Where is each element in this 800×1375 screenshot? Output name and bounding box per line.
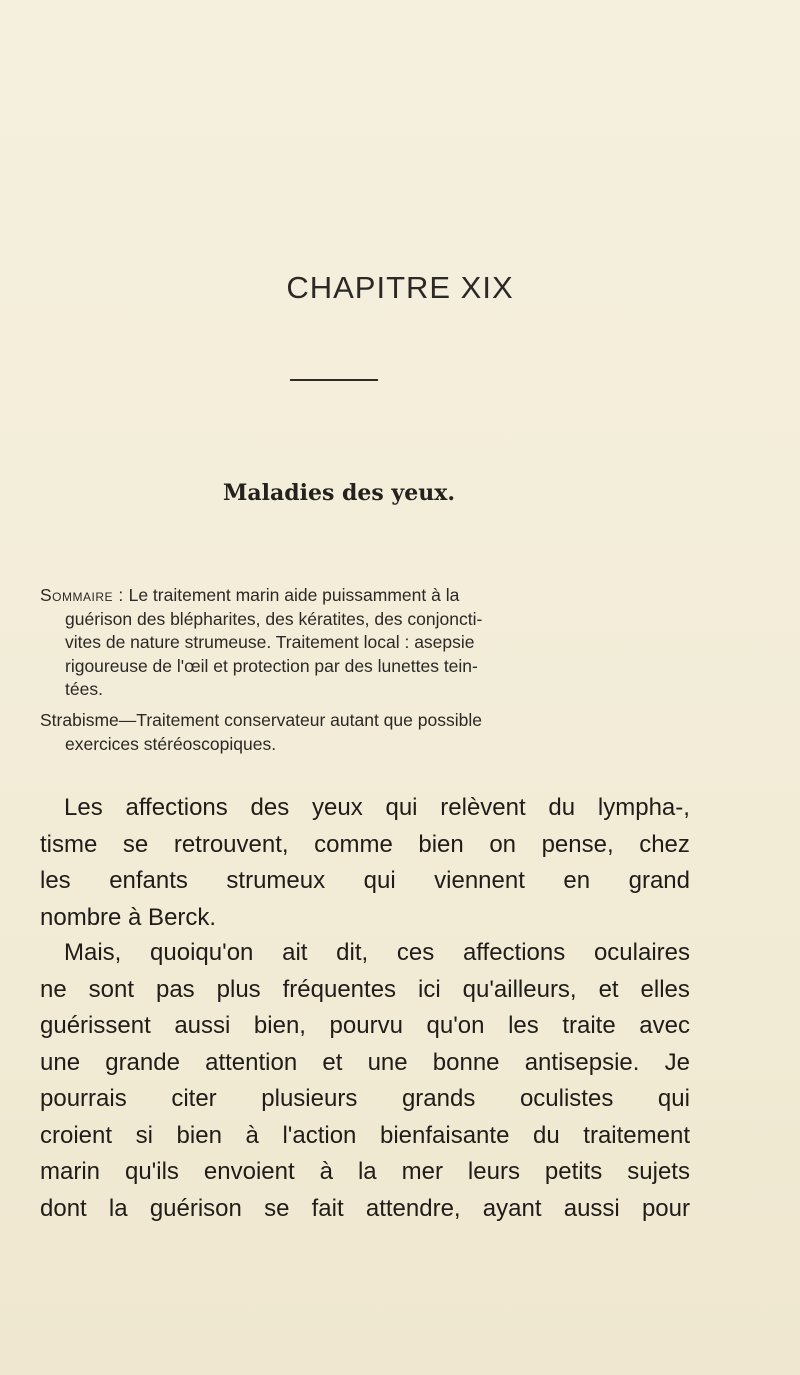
body-word: se	[122, 830, 149, 858]
body-line	[40, 790, 690, 827]
body-word: traite	[562, 1012, 616, 1039]
summary-paragraph-2	[40, 709, 680, 756]
body-word: croient	[40, 1121, 113, 1149]
body-word: à	[319, 1158, 333, 1185]
body-word: qu'ils	[124, 1158, 179, 1185]
body-word: qui	[657, 1085, 690, 1112]
body-word: se	[264, 1194, 290, 1222]
body-word: bienfaisante	[379, 1121, 510, 1149]
body-word: chez	[639, 830, 690, 858]
body-word: une	[40, 1048, 81, 1076]
body-word: mer	[401, 1158, 443, 1185]
body-word: leurs	[467, 1158, 520, 1185]
summary-line: exercices stéréoscopiques.	[65, 733, 277, 754]
body-word: guérissent	[40, 1012, 151, 1039]
body-word: fait	[311, 1194, 344, 1222]
body-word: envoient	[203, 1158, 295, 1185]
body-word: dont	[40, 1194, 87, 1222]
body-word: les	[40, 867, 71, 894]
body-word: une	[367, 1048, 408, 1076]
summary-line: rigoureuse de l'œil et protection par des lunettes tein-	[65, 655, 478, 676]
body-word: attendre,	[365, 1194, 461, 1222]
body-word: l'action	[282, 1121, 357, 1149]
body-word: les	[508, 1012, 539, 1039]
body-paragraph-1	[40, 790, 690, 936]
body-word: grande	[105, 1048, 180, 1076]
body-word: qu'ailleurs,	[462, 975, 577, 1003]
body-word: bien	[418, 830, 464, 858]
body-word: bien,	[253, 1012, 306, 1039]
body-line	[40, 935, 690, 972]
summary-line: tées.	[65, 679, 103, 699]
body-line	[40, 1191, 690, 1228]
body-word: qui	[385, 794, 418, 821]
body-word: enfants	[109, 867, 188, 894]
body-line: nombre à Berck.	[40, 903, 217, 931]
body-line	[40, 1154, 690, 1191]
body-word: bonne	[432, 1048, 500, 1076]
body-word: Je	[664, 1048, 690, 1076]
summary-line	[40, 584, 680, 608]
body-word: pas	[155, 975, 195, 1003]
body-paragraph-2	[40, 935, 690, 1227]
body-word: oculaires	[593, 939, 690, 966]
body-word: la	[108, 1194, 128, 1222]
body-word: oculistes	[519, 1085, 614, 1112]
body-word: ne	[40, 975, 67, 1003]
body-line	[40, 1008, 690, 1045]
summary-line: guérison des blépharites, des kératites, des conjoncti-	[65, 608, 483, 629]
body-word: elles	[640, 975, 690, 1003]
body-word: la	[357, 1158, 377, 1185]
body-word: avec	[639, 1012, 690, 1039]
body-word: qu'on	[426, 1012, 485, 1039]
body-word: si	[135, 1121, 153, 1149]
body-word: comme	[314, 830, 393, 858]
body-word: sont	[88, 975, 135, 1003]
body-line	[40, 972, 690, 1009]
body-word: marin	[40, 1158, 101, 1185]
body-word: dit,	[336, 939, 369, 966]
body-word: plusieurs	[261, 1085, 358, 1112]
body-word: attention	[205, 1048, 298, 1076]
body-line	[40, 1081, 690, 1118]
body-word: petits	[544, 1158, 603, 1185]
body-line	[40, 1118, 690, 1155]
body-word: du	[548, 794, 576, 821]
body-word: du	[533, 1121, 560, 1149]
body-word: pour	[641, 1194, 690, 1222]
summary-text: Le traitement marin aide puissamment à la	[128, 585, 460, 605]
body-word: Les	[64, 794, 103, 821]
body-word: strumeux	[226, 867, 326, 894]
body-word: à	[245, 1121, 259, 1149]
body-word: en	[563, 867, 591, 894]
summary-line: vites de nature strumeuse. Traitement local : asepsie	[65, 632, 475, 652]
body-word: quoiqu'on	[150, 939, 254, 966]
summary-paragraph-1	[40, 584, 680, 702]
body-line	[40, 1045, 690, 1082]
body-word: des	[250, 794, 290, 821]
body-line	[40, 863, 690, 900]
body-word: et	[598, 975, 619, 1003]
body-word: traitement	[583, 1121, 690, 1149]
body-word: viennent	[434, 867, 525, 894]
body-word: relèvent	[440, 794, 526, 821]
body-word: ici	[418, 975, 441, 1003]
body-word: sujets	[627, 1158, 690, 1185]
body-word: tisme	[40, 830, 98, 858]
body-word: plus	[216, 975, 261, 1003]
body-word: ayant	[482, 1194, 542, 1222]
body-word: affections	[125, 794, 228, 821]
body-word: yeux	[312, 794, 363, 821]
body-word: et	[322, 1048, 343, 1076]
heading-divider	[290, 379, 378, 381]
body-word: aussi	[174, 1012, 231, 1039]
body-word: ait	[282, 939, 308, 966]
section-title: Maladies des yeux.	[223, 480, 455, 506]
body-word: pourvu	[329, 1012, 403, 1039]
body-word: citer	[171, 1085, 217, 1112]
body-word: aussi	[563, 1194, 620, 1222]
body-word: retrouvent,	[173, 830, 289, 858]
body-word: qui	[363, 867, 396, 894]
body-word: lympha-,	[597, 794, 690, 821]
summary-line: Strabisme—Traitement conservateur autant que possible	[40, 710, 482, 730]
body-word: fréquentes	[282, 975, 397, 1003]
body-word: pense,	[541, 830, 614, 858]
body-word: Mais,	[64, 939, 122, 966]
body-line	[40, 827, 690, 864]
body-word: antisepsie.	[524, 1048, 640, 1076]
body-word: bien	[176, 1121, 222, 1149]
body-word: on	[489, 830, 517, 858]
body-word: guérison	[149, 1194, 242, 1222]
body-word: affections	[462, 939, 566, 966]
body-word: ces	[396, 939, 435, 966]
body-word: grands	[401, 1085, 476, 1112]
summary-label: Sommaire :	[40, 585, 124, 605]
chapter-heading: CHAPITRE XIX	[286, 270, 514, 305]
body-word: grand	[628, 867, 690, 894]
body-word: pourrais	[40, 1085, 127, 1112]
